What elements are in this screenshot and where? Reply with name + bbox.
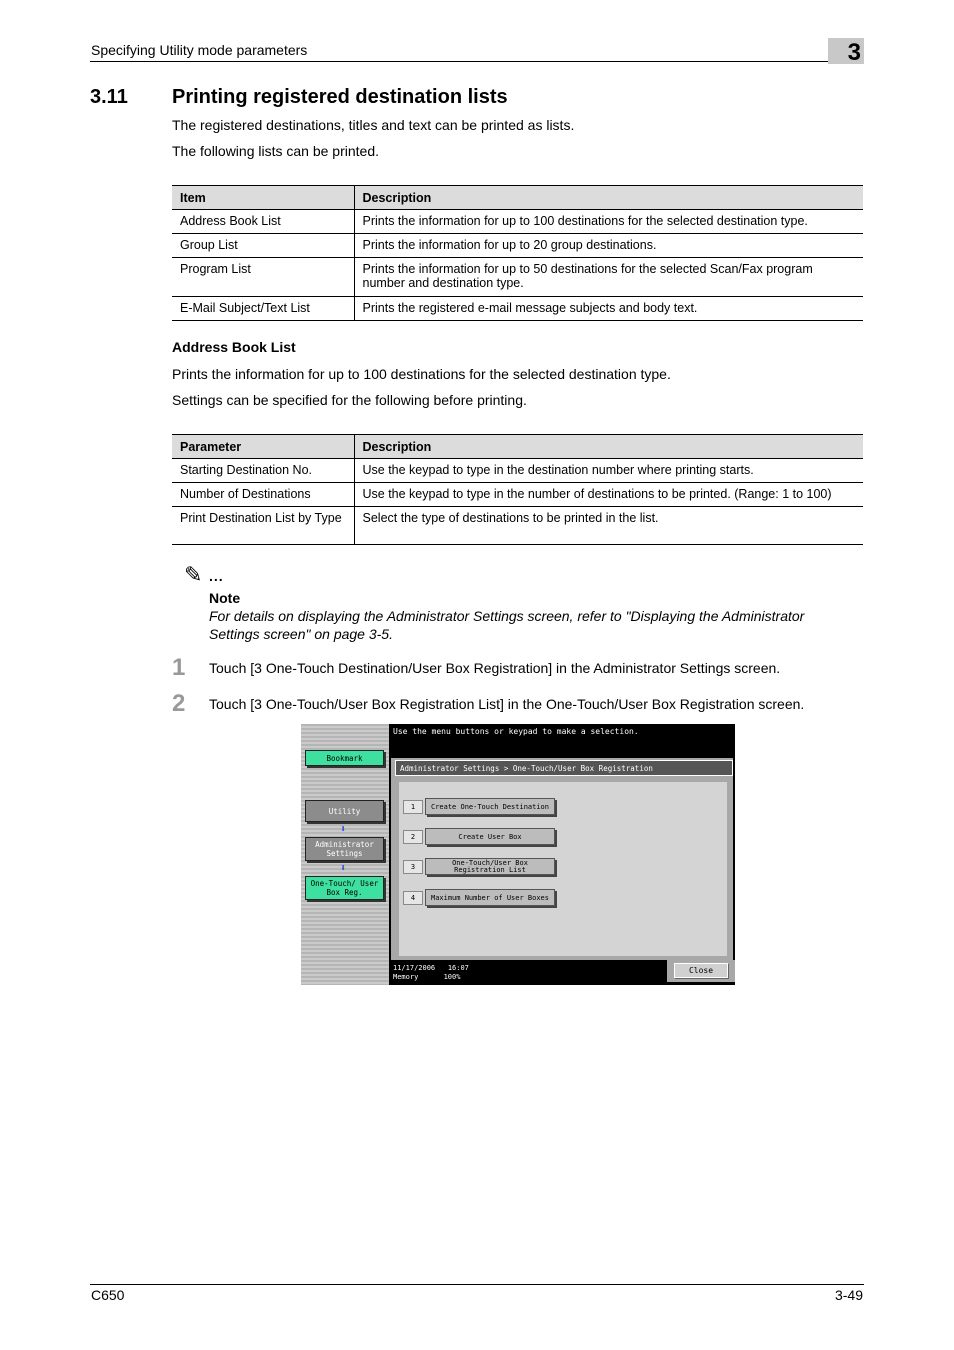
table-cell: E-Mail Subject/Text List (172, 297, 354, 321)
subsection-heading: Address Book List (172, 339, 296, 355)
memory-value: 100% (443, 973, 461, 981)
screen-left-panel (301, 724, 389, 985)
table-cell: Select the type of destinations to be printed in the list. (354, 507, 863, 545)
subsection-paragraph: Prints the information for up to 100 destinations for the selected destination type. (172, 366, 671, 382)
table-cell: Number of Destinations (172, 483, 354, 507)
pencil-icon: ✎ (184, 562, 203, 587)
note-dots: ... (209, 568, 224, 584)
note-label: Note (209, 590, 241, 606)
table-row (172, 297, 863, 321)
memory-label: Memory (393, 973, 419, 981)
chapter-number: 3 (828, 38, 864, 64)
parameters-table (172, 434, 863, 545)
menu-number: 2 (403, 830, 423, 844)
table-cell: Use the keypad to type in the number of destinations to be printed. (Range: 1 to 100) (354, 483, 863, 507)
step-text: Touch [3 One-Touch Destination/User Box Registration] in the Administrator Settings screen. (209, 660, 781, 676)
note-text: For details on displaying the Administrator Settings screen, refer to "Displaying the Administrator Settings screen" on page 3-5. (209, 608, 805, 642)
table-row (172, 234, 863, 258)
step-number: 2 (172, 690, 186, 717)
device-screen (301, 724, 735, 985)
table-cell: Starting Destination No. (172, 459, 354, 483)
subsection-paragraph: Settings can be specified for the following before printing. (172, 392, 527, 408)
footer-model: C650 (91, 1287, 125, 1303)
utility-button[interactable]: Utility (305, 800, 384, 822)
table-row (172, 507, 863, 545)
table-cell: Group List (172, 234, 354, 258)
intro-paragraph: The registered destinations, titles and text can be printed as lists. (172, 117, 575, 133)
section-title-text: Printing registered destination lists (172, 86, 508, 108)
column-header: Description (354, 435, 863, 459)
menu-number: 4 (403, 891, 423, 905)
table-cell: Prints the information for up to 50 destinations for the selected Scan/Fax program number and destination type. (354, 258, 863, 297)
header-divider (90, 61, 864, 62)
screen-main-panel (389, 756, 735, 962)
column-header: Item (172, 186, 354, 210)
breadcrumb: Administrator Settings > One-Touch/User Box Registration (395, 760, 733, 776)
table-row (172, 210, 863, 234)
step-number: 1 (172, 654, 186, 681)
administrator-settings-button[interactable]: Administrator Settings (305, 837, 384, 861)
intro-paragraph: The following lists can be printed. (172, 143, 379, 159)
table-row (172, 258, 863, 297)
step-text: Touch [3 One-Touch/User Box Registration List] in the One-Touch/User Box Registration screen. (209, 696, 805, 712)
column-header: Description (354, 186, 863, 210)
table-header-row (172, 186, 863, 210)
create-one-touch-button[interactable]: Create One-Touch Destination (425, 798, 555, 815)
registration-list-button[interactable]: One-Touch/User Box Registration List (425, 858, 555, 875)
table-header-row (172, 435, 863, 459)
arrow-down-icon: ⬇ (340, 863, 347, 874)
screen-message: Use the menu buttons or keypad to make a selection. (389, 724, 735, 756)
arrow-down-icon: ⬇ (340, 824, 347, 835)
menu-area (399, 782, 727, 956)
table-cell: Prints the registered e-mail message subjects and body text. (354, 297, 863, 321)
table-row (172, 483, 863, 507)
column-header: Parameter (172, 435, 354, 459)
one-touch-reg-button[interactable]: One-Touch/ User Box Reg. (305, 876, 384, 900)
section-number: 3.11 (90, 86, 128, 108)
date-text: 11/17/2006 (393, 964, 436, 972)
table-row (172, 459, 863, 483)
list-types-table (172, 185, 863, 321)
running-header: Specifying Utility mode parameters (91, 42, 308, 58)
section-title (90, 86, 508, 109)
table-cell: Prints the information for up to 20 group destinations. (354, 234, 863, 258)
create-user-box-button[interactable]: Create User Box (425, 828, 555, 845)
max-user-boxes-button[interactable]: Maximum Number of User Boxes (425, 889, 555, 906)
table-cell: Address Book List (172, 210, 354, 234)
time-text: 16:07 (447, 964, 469, 972)
table-cell: Prints the information for up to 100 destinations for the selected destination type. (354, 210, 863, 234)
menu-number: 1 (403, 800, 423, 814)
table-cell: Use the keypad to type in the destination number where printing starts. (354, 459, 863, 483)
table-cell: Print Destination List by Type (172, 507, 354, 545)
table-cell: Program List (172, 258, 354, 297)
close-button[interactable]: Close (674, 963, 728, 978)
menu-number: 3 (403, 860, 423, 874)
footer-divider (90, 1284, 864, 1285)
page-number: 3-49 (834, 1287, 863, 1303)
bookmark-button[interactable]: Bookmark (305, 750, 384, 766)
